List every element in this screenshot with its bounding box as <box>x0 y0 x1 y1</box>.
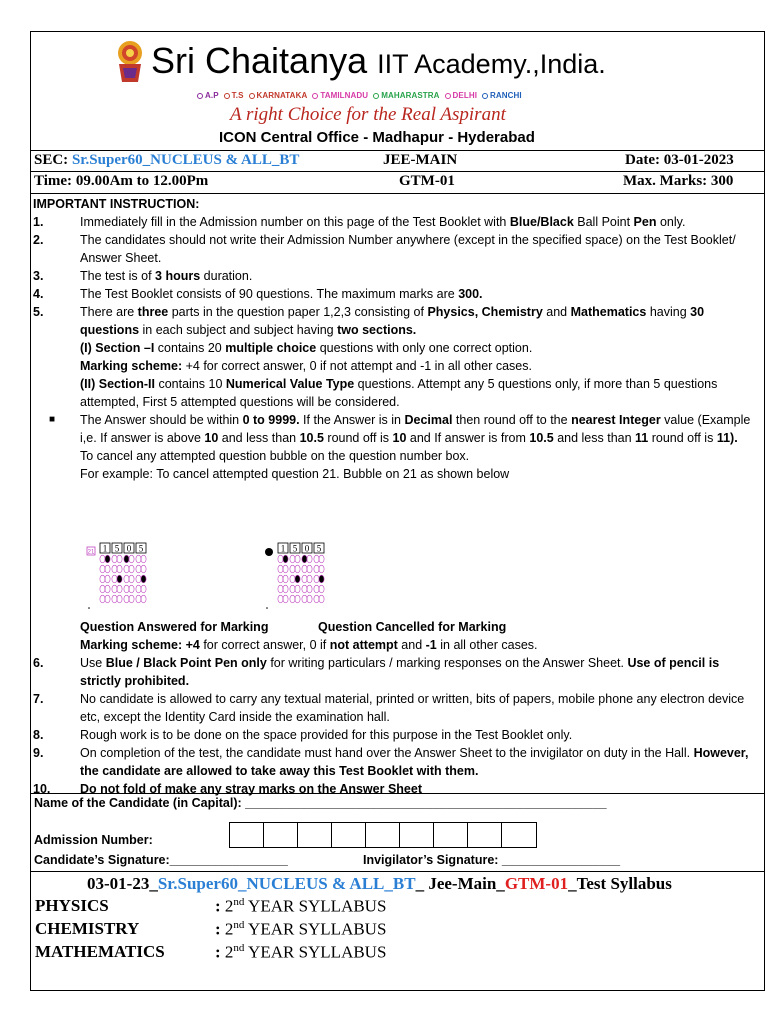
answer-bubble <box>124 575 129 583</box>
digit-label: 5 <box>316 543 322 554</box>
state-item: KARNATAKA <box>249 91 308 100</box>
time-field: Time: 09.00Am to 12.00Pm <box>34 173 209 189</box>
answer-bubble <box>124 585 129 593</box>
answer-bubble <box>314 595 319 603</box>
answer-bubble <box>100 585 105 593</box>
answer-bubble <box>290 595 295 603</box>
admission-number-boxes[interactable] <box>229 822 537 848</box>
flower-icon <box>445 93 451 99</box>
digit-label: 5 <box>114 543 120 554</box>
answer-bubble <box>100 575 105 583</box>
mark-dot <box>88 607 90 609</box>
answer-bubble <box>112 555 117 563</box>
mark-dot <box>266 607 268 609</box>
answer-bubble <box>319 575 324 583</box>
answer-bubble <box>141 555 146 563</box>
answer-bubble <box>112 575 117 583</box>
invigilator-signature-field[interactable]: Invigilator’s Signature: _________________ <box>363 853 621 867</box>
admission-digit-box[interactable] <box>332 823 366 847</box>
instructions-block <box>33 195 761 483</box>
answer-bubble <box>307 585 312 593</box>
answer-bubble <box>112 585 117 593</box>
divider <box>30 150 765 151</box>
answer-bubble <box>129 565 134 573</box>
answer-bubble <box>112 565 117 573</box>
flower-icon <box>482 93 488 99</box>
answer-bubble <box>283 585 288 593</box>
answer-bubble <box>124 555 129 563</box>
answer-bubble <box>302 555 307 563</box>
answer-bubble <box>117 555 122 563</box>
admission-digit-box[interactable] <box>400 823 434 847</box>
omr-answered-example <box>86 542 166 610</box>
state-item: T.S <box>224 91 244 100</box>
flower-icon <box>373 93 379 99</box>
answer-bubble <box>283 565 288 573</box>
section-field: SEC: Sr.Super60_NUCLEUS & ALL_BT <box>34 152 300 168</box>
answer-bubble <box>129 595 134 603</box>
instruction-item: 4. The Test Booklet consists of 90 questions. The maximum marks are 300. <box>33 287 483 301</box>
digit-label: 5 <box>292 543 298 554</box>
instruction-item: 7. No candidate is allowed to carry any textual material, printed or written, bits of papers, mobile phone any electron device etc, except the Identity Card inside the examination hall. <box>33 692 745 724</box>
answer-bubble <box>100 595 105 603</box>
states-list <box>197 91 527 100</box>
answer-bubble <box>295 555 300 563</box>
answer-bubble <box>100 565 105 573</box>
admission-digit-box[interactable] <box>366 823 400 847</box>
answer-bubble <box>302 585 307 593</box>
sri-chaitanya-logo-icon <box>113 38 147 84</box>
answer-bubble <box>117 595 122 603</box>
state-item: RANCHI <box>482 91 522 100</box>
answer-bubble <box>136 565 141 573</box>
omr-cancelled-example <box>264 542 344 610</box>
instruction-item: 2. The candidates should not write their Admission Number anywhere (except in the specified space) on the Test Booklet/ Answer Sheet. <box>33 233 736 265</box>
answer-bubble <box>290 575 295 583</box>
answer-bubble <box>112 595 117 603</box>
tagline: A right Choice for the Real Aspirant <box>230 104 506 125</box>
divider <box>30 171 765 172</box>
digit-label: 1 <box>280 543 286 554</box>
answer-bubble <box>314 575 319 583</box>
candidate-signature-field[interactable]: Candidate’s Signature:_________________ <box>34 853 288 867</box>
flower-icon <box>312 93 318 99</box>
admission-number-label: Admission Number: <box>34 833 153 847</box>
brand-title <box>151 38 606 87</box>
answer-bubble <box>141 575 146 583</box>
question-number: 21 <box>87 549 95 556</box>
cancel-bubble <box>265 548 273 556</box>
answer-bubble <box>117 585 122 593</box>
divider <box>30 193 765 194</box>
caption-cancelled: Question Cancelled for Marking <box>318 620 507 634</box>
answer-bubble <box>295 565 300 573</box>
state-item: DELHI <box>445 91 478 100</box>
admission-digit-box[interactable] <box>502 823 536 847</box>
answer-bubble <box>283 575 288 583</box>
answer-bubble <box>283 555 288 563</box>
answer-bubble <box>129 585 134 593</box>
answer-bubble <box>314 565 319 573</box>
answer-bubble <box>105 555 110 563</box>
divider <box>30 793 765 794</box>
syllabus-title: 03-01-23_Sr.Super60_NUCLEUS & ALL_BT_ Jee-Main_GTM-01_Test Syllabus <box>87 874 672 893</box>
marking-scheme: Marking scheme: +4 for correct answer, 0 if not attempt and -1 in all other cases. <box>80 638 538 652</box>
digit-label: 0 <box>304 543 310 554</box>
answer-bubble <box>278 565 283 573</box>
answer-bubble <box>278 575 283 583</box>
answer-bubble <box>141 565 146 573</box>
answer-bubble <box>302 565 307 573</box>
answer-bubble <box>136 585 141 593</box>
instruction-item: 5. There are three parts in the question paper 1,2,3 consisting of Physics, Chemistry and Mathematics having 30 questions in each subject and subject having two sections. (I) Section –I contains 20 multiple choice questions with only one correct option. Marking scheme: +4 for correct answer, 0 if not attempt and -1 in all other cases. (II) Section-II contains 10 Numerical Value Type questions. Attempt any 5 questions only, if more than 5 questions attempted, First 5 attempted questions will be considered. <box>33 305 718 409</box>
candidate-name-field[interactable]: Name of the Candidate (in Capital): ____________________________________________________ <box>34 796 607 810</box>
answer-bubble <box>117 565 122 573</box>
answer-bubble <box>290 585 295 593</box>
answer-bubble <box>105 585 110 593</box>
subject-syllabus: : 2nd YEAR SYLLABUS <box>215 942 387 962</box>
state-item: A.P <box>197 91 219 100</box>
answer-bubble <box>302 575 307 583</box>
state-item: MAHARASTRA <box>373 91 439 100</box>
answer-bubble <box>278 585 283 593</box>
admission-digit-box[interactable] <box>434 823 468 847</box>
instruction-item: ■ The Answer should be within 0 to 9999. If the Answer is in Decimal then round off to the nearest Integer value (Example i,e. If answer is above 10 and less than 10.5 round off is 10 and If answer is from 10.5 and less than 11 round off is 11). To cancel any attempted question bubble on the question number box. For example: To cancel attempted question 21. Bubble on 21 as shown below <box>49 413 751 481</box>
instructions-block-2 <box>33 618 761 798</box>
answer-bubble <box>141 595 146 603</box>
admission-digit-box[interactable] <box>298 823 332 847</box>
digit-label: 0 <box>126 543 132 554</box>
answer-bubble <box>100 555 105 563</box>
answer-bubble <box>124 565 129 573</box>
flower-icon <box>197 93 203 99</box>
subject-syllabus: : 2nd YEAR SYLLABUS <box>215 896 387 916</box>
answer-bubble <box>290 555 295 563</box>
instruction-item: 9. On completion of the test, the candidate must hand over the Answer Sheet to the invigilator on duty in the Hall. However, the candidate are allowed to take away this Test Booklet with them. <box>33 746 749 778</box>
answer-bubble <box>319 565 324 573</box>
digit-label: 5 <box>138 543 144 554</box>
answer-bubble <box>129 575 134 583</box>
answer-bubble <box>295 575 300 583</box>
answer-bubble <box>136 595 141 603</box>
instruction-item: 6. Use Blue / Black Point Pen only for writing particulars / marking responses on the Answer Sheet. Use of pencil is strictly prohibited. <box>33 656 720 688</box>
max-marks: Max. Marks: 300 <box>623 173 734 189</box>
answer-bubble <box>314 585 319 593</box>
answer-bubble <box>295 595 300 603</box>
divider <box>30 871 765 872</box>
caption-answered: Question Answered for Marking <box>80 620 269 634</box>
instruction-item: 3. The test is of 3 hours duration. <box>33 269 253 283</box>
answer-bubble <box>319 595 324 603</box>
answer-bubble <box>307 555 312 563</box>
subject-syllabus: : 2nd YEAR SYLLABUS <box>215 919 387 939</box>
subject-name: MATHEMATICS <box>35 942 165 961</box>
digit-label: 1 <box>102 543 108 554</box>
admission-digit-box[interactable] <box>230 823 264 847</box>
answer-bubble <box>307 595 312 603</box>
answer-bubble <box>319 585 324 593</box>
answer-bubble <box>105 565 110 573</box>
answer-bubble <box>129 555 134 563</box>
subject-name: CHEMISTRY <box>35 919 140 938</box>
flower-icon <box>224 93 230 99</box>
section-value: Sr.Super60_NUCLEUS & ALL_BT <box>71 152 300 168</box>
answer-bubble <box>319 555 324 563</box>
answer-bubble <box>295 585 300 593</box>
instruction-item: 10. Do not fold of make any stray marks on the Answer Sheet <box>33 782 422 796</box>
answer-bubble <box>278 595 283 603</box>
answer-bubble <box>117 575 122 583</box>
answer-bubble <box>105 575 110 583</box>
instruction-item: 1. Immediately fill in the Admission number on this page of the Test Booklet with Blue/Black Ball Point Pen only. <box>33 215 686 229</box>
answer-bubble <box>314 555 319 563</box>
answer-bubble <box>307 575 312 583</box>
answer-bubble <box>136 575 141 583</box>
brand-main: Sri Chaitanya <box>151 40 368 81</box>
state-item: TAMILNADU <box>312 91 368 100</box>
admission-digit-box[interactable] <box>264 823 298 847</box>
answer-bubble <box>290 565 295 573</box>
answer-bubble <box>278 555 283 563</box>
flower-icon <box>249 93 255 99</box>
answer-bubble <box>283 595 288 603</box>
office-address: ICON Central Office - Madhapur - Hyderabad <box>219 129 535 146</box>
instruction-item: 8. Rough work is to be done on the space provided for this purpose in the Test Booklet only. <box>33 728 573 742</box>
subject-name: PHYSICS <box>35 896 109 915</box>
answer-bubble <box>105 595 110 603</box>
answer-bubble <box>124 595 129 603</box>
answer-bubble <box>141 585 146 593</box>
brand-suffix: IIT Academy.,India. <box>377 49 606 79</box>
answer-bubble <box>307 565 312 573</box>
exam-name: JEE-MAIN <box>383 152 458 168</box>
admission-digit-box[interactable] <box>468 823 502 847</box>
answer-bubble <box>302 595 307 603</box>
test-code: GTM-01 <box>399 173 455 189</box>
exam-date: Date: 03-01-2023 <box>625 152 734 168</box>
instructions-heading: IMPORTANT INSTRUCTION: <box>33 197 200 211</box>
answer-bubble <box>136 555 141 563</box>
